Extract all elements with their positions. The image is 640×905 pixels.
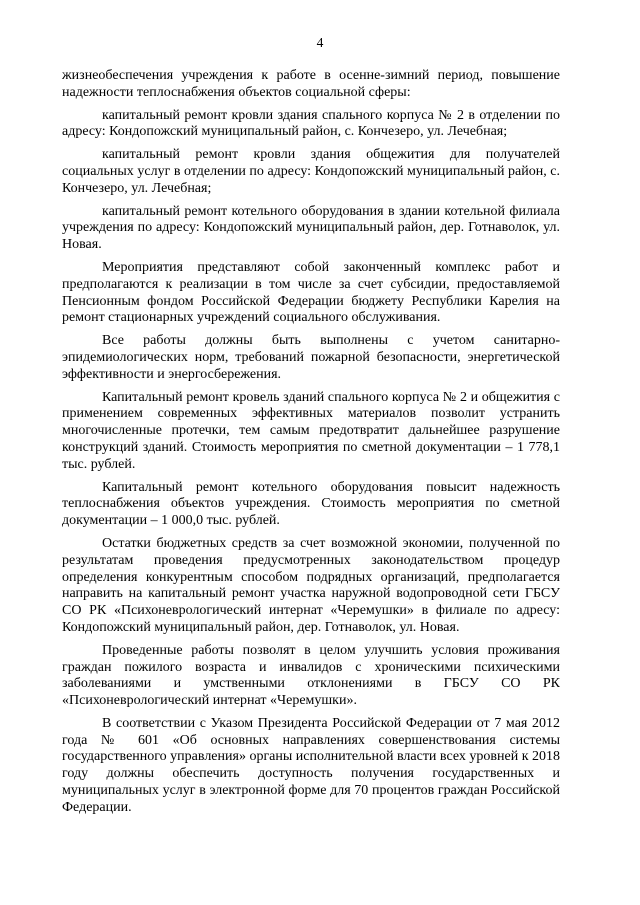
paragraph-norms: Все работы должны быть выполнены с учетом санитарно-эпидемиологических норм, требований пожарной безопасности, энергетической эффективности и энергосбережения. [62,333,560,382]
list-item-boiler-equipment: капитальный ремонт котельного оборудования в здании котельной филиала учреждения по адресу: Кондопожский муниципальный район, дер. Готнаволок, ул. Новая. [62,203,560,253]
paragraph-measures-complex: Мероприятия представляют собой законченный комплекс работ и предполагаются к реализации в том числе за счет субсидии, предоставляемой Пенсионным фондом Российской Федерации бюджету Республики Карелия на ремонт стационарных учреждений социального обслуживания. [62,259,560,326]
paragraph-budget-remainder: Остатки бюджетных средств за счет возможной экономии, полученной по результатам проведения предусмотренных законодательством процедур определения конкурентным способом подрядных организаций, предполагается направить на капитальный ремонт участка наружной водопроводной сети ГБСУ СО РК «Психоневрологический интернат «Черемушки» в филиале по адресу: Кондопожский муниципальный район, дер. Готнаволок, ул. Новая. [62,535,560,635]
paragraph-presidential-decree: В соответствии с Указом Президента Российской Федерации от 7 мая 2012 года № 601 «Об основных направлениях совершенствования системы государственного управления» органы исполнительной власти всех уровней к 2018 году должны обеспечить доступность получения государственных и муниципальных услуг в электронной форме для 70 процентов граждан Российской Федерации. [62,715,560,815]
document-body [62,68,560,823]
paragraph-living-conditions: Проведенные работы позволят в целом улучшить условия проживания граждан пожилого возраста и инвалидов с хроническими психическими заболеваниями и умственными отклонениями в ГБСУ СО РК «Психоневрологический интернат «Черемушки». [62,642,560,709]
paragraph-continuation: жизнеобеспечения учреждения к работе в осенне-зимний период, повышение надежности теплоснабжения объектов социальной сферы: [62,68,560,100]
list-item-roof-hostel: капитальный ремонт кровли здания общежития для получателей социальных услуг в отделении по адресу: Кондопожский муниципальный район, с. Кончезеро, ул. Лечебная; [62,147,560,196]
page-number: 4 [316,35,324,50]
paragraph-boiler-repair-cost: Капитальный ремонт котельного оборудования повысит надежность теплоснабжения объектов учреждения. Стоимость мероприятия по сметной документации – 1 000,0 тыс. рублей. [62,479,560,529]
paragraph-roof-repair-cost: Капитальный ремонт кровель зданий спального корпуса № 2 и общежития с применением современных эффективных материалов позволит устранить многочисленные протечки, тем самым предотвратит дальнейшее разрушение конструкций зданий. Стоимость мероприятия по сметной документации – 1 778,1 тыс. рублей. [62,389,560,472]
list-item-roof-dormitory-building-2: капитальный ремонт кровли здания спального корпуса № 2 в отделении по адресу: Кондопожский муниципальный район, с. Кончезеро, ул. Лечебная; [62,107,560,140]
